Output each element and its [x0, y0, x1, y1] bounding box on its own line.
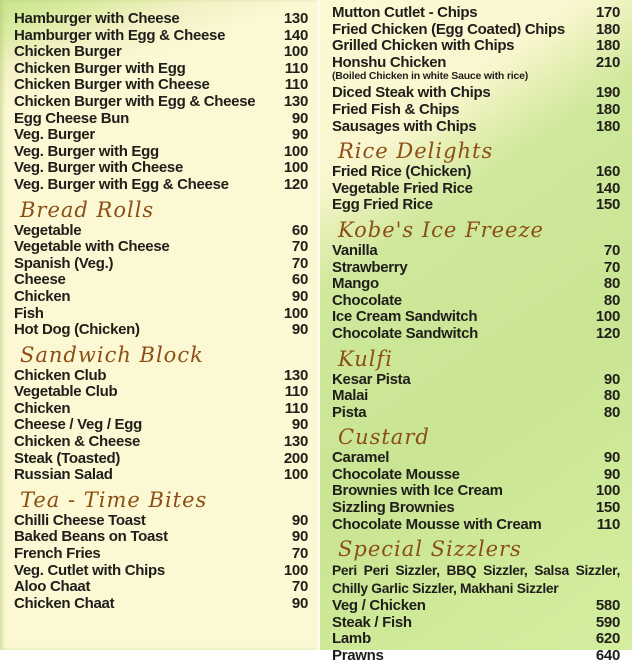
item-name: Egg Cheese Bun [14, 109, 129, 127]
item-price: 620 [595, 630, 620, 648]
item-price: 200 [283, 449, 308, 467]
item-name: Mutton Cutlet - Chips [332, 4, 478, 21]
menu-item-row [14, 11, 308, 28]
menu-item-row [332, 388, 620, 405]
menu-item-row [332, 467, 620, 484]
item-price: 90 [291, 528, 308, 546]
item-name: Veg. Burger [14, 126, 95, 144]
item-name: Diced Steak with Chips [332, 84, 491, 102]
menu-column-left [0, 0, 317, 650]
item-name: Vegetable Club [14, 383, 118, 401]
item-price: 80 [603, 387, 620, 405]
item-name: Veg. Burger with Egg & Cheese [14, 175, 229, 193]
item-name: Russian Salad [14, 466, 113, 484]
menu-item-row [332, 181, 620, 198]
menu-item-row [14, 144, 308, 161]
menu-item-row [332, 102, 620, 119]
item-price: 120 [283, 175, 308, 193]
menu-item-row [14, 384, 308, 401]
item-price: 90 [291, 511, 308, 529]
menu-item-row [14, 467, 308, 484]
item-name: Fried Rice (Chicken) [332, 163, 472, 181]
sizzler-description-line: Peri Peri Sizzler, BBQ Sizzler, Salsa Sizzler, [332, 563, 620, 579]
menu-item-row [332, 22, 620, 39]
menu-item-row [332, 615, 620, 632]
item-price: 60 [291, 221, 308, 239]
section-heading: Sandwich Block [20, 342, 204, 367]
item-name: Vegetable [14, 221, 82, 239]
item-price: 130 [283, 92, 308, 110]
item-name: Hamburger with Egg & Cheese [14, 26, 226, 44]
item-price: 70 [291, 254, 308, 272]
item-price: 70 [291, 545, 308, 563]
item-name: Chicken [14, 399, 71, 417]
item-price: 100 [283, 466, 308, 484]
menu-item-row [332, 276, 620, 293]
item-name: Sausages with Chips [332, 117, 477, 135]
menu-item-row [332, 119, 620, 136]
section-heading: Tea - Time Bites [20, 487, 208, 512]
item-name: Kesar Pista [332, 370, 411, 388]
item-name: Steak / Fish [332, 613, 412, 631]
item-price: 160 [595, 163, 620, 181]
item-price: 580 [595, 597, 620, 615]
item-price: 180 [595, 37, 620, 55]
menu-item-row [14, 61, 308, 78]
menu-item-row [14, 434, 308, 451]
section-heading: Rice Delights [338, 139, 494, 164]
item-name: Cheese / Veg / Egg [14, 416, 142, 434]
item-name: Vanilla [332, 241, 378, 259]
item-price: 150 [595, 196, 620, 214]
item-price: 110 [284, 383, 308, 401]
item-price: 130 [283, 366, 308, 384]
menu-item-row [332, 517, 620, 534]
menu-item-row [14, 127, 308, 144]
item-name: Strawberry [332, 258, 408, 276]
menu-item-row [332, 243, 620, 260]
item-name: Baked Beans on Toast [14, 528, 168, 546]
item-name: Prawns [332, 647, 384, 665]
menu-item-row [332, 260, 620, 277]
item-price: 180 [595, 117, 620, 135]
item-name: Chicken Burger with Egg & Cheese [14, 92, 256, 110]
item-price: 180 [595, 20, 620, 38]
menu-item-row [332, 5, 620, 22]
menu-item-row [332, 598, 620, 615]
item-price: 100 [283, 142, 308, 160]
item-name: French Fries [14, 545, 101, 563]
item-name: Lamb [332, 630, 371, 648]
item-price: 80 [603, 275, 620, 293]
menu-item-row [14, 77, 308, 94]
section-heading: Kulfi [338, 346, 393, 371]
item-price: 100 [595, 308, 620, 326]
menu-item-row [332, 631, 620, 648]
item-name: Malai [332, 387, 369, 405]
item-name: Veg / Chicken [332, 597, 426, 615]
item-price: 170 [595, 4, 620, 21]
menu-item-row [332, 483, 620, 500]
item-name: Hot Dog (Chicken) [14, 321, 140, 339]
item-price: 100 [595, 482, 620, 500]
item-name: Vegetable with Cheese [14, 238, 170, 256]
item-name: Veg. Burger with Cheese [14, 159, 183, 177]
item-price: 90 [291, 109, 308, 127]
item-price: 100 [283, 304, 308, 322]
menu-item-row [332, 164, 620, 181]
menu-item-row [14, 306, 308, 323]
menu-item-row [14, 563, 308, 580]
item-name: Pista [332, 403, 367, 421]
item-name: Steak (Toasted) [14, 449, 121, 467]
menu-item-row [332, 405, 620, 422]
item-name: Vegetable Fried Rice [332, 179, 473, 197]
item-price: 80 [603, 403, 620, 421]
item-name: Chicken Burger with Cheese [14, 76, 210, 94]
menu-column-right [317, 0, 632, 665]
item-name: Chocolate Mousse [332, 465, 460, 483]
item-price: 80 [603, 291, 620, 309]
menu-item-row [332, 326, 620, 343]
item-name: Egg Fried Rice [332, 196, 433, 214]
menu-item-row [14, 322, 308, 339]
item-price: 90 [603, 370, 620, 388]
menu-item-row [14, 546, 308, 563]
sizzler-description-line: Chilly Garlic Sizzler, Makhani Sizzler [332, 581, 559, 597]
item-name: Fried Chicken (Egg Coated) Chips [332, 20, 565, 38]
item-name: Spanish (Veg.) [14, 254, 114, 272]
item-price: 90 [291, 594, 308, 612]
item-price: 100 [283, 561, 308, 579]
menu-item-row [332, 309, 620, 326]
section-heading: Special Sizzlers [338, 537, 522, 562]
item-price: 130 [283, 433, 308, 451]
item-name: Chocolate [332, 291, 402, 309]
menu-item-row [14, 529, 308, 546]
item-name: Caramel [332, 449, 390, 467]
item-price: 140 [595, 179, 620, 197]
item-price: 110 [596, 515, 620, 533]
item-price: 70 [291, 238, 308, 256]
menu-item-row [14, 28, 308, 45]
menu-item-row [332, 85, 620, 102]
item-price: 90 [291, 287, 308, 305]
menu-item-row [14, 401, 308, 418]
menu-item-row [14, 256, 308, 273]
section-heading: Kobe's Ice Freeze [338, 217, 544, 242]
item-name: Hamburger with Cheese [14, 10, 180, 27]
item-price: 90 [291, 126, 308, 144]
item-name: Chicken Chaat [14, 594, 115, 612]
menu-item-row [332, 450, 620, 467]
item-price: 140 [283, 26, 308, 44]
menu-item-row [14, 417, 308, 434]
menu-item-row [14, 596, 308, 613]
menu-item-row [14, 44, 308, 61]
item-name: Brownies with Ice Cream [332, 482, 503, 500]
menu-item-row [14, 177, 308, 194]
item-name: Chicken [14, 287, 71, 305]
menu-item-row [14, 160, 308, 177]
item-price: 100 [283, 43, 308, 61]
item-price: 130 [283, 10, 308, 27]
item-price: 100 [283, 159, 308, 177]
item-name: Honshu Chicken [332, 53, 447, 71]
menu-item-row [14, 368, 308, 385]
item-note: (Boiled Chicken in white Sauce with rice) [332, 70, 529, 83]
menu-item-row [14, 94, 308, 111]
item-name: Veg. Burger with Egg [14, 142, 159, 160]
item-price: 110 [284, 59, 308, 77]
item-name: Sizzling Brownies [332, 499, 455, 517]
menu-item-row [14, 239, 308, 256]
item-price: 110 [284, 399, 308, 417]
item-price: 590 [595, 613, 620, 631]
item-name: Grilled Chicken with Chips [332, 37, 515, 55]
menu-item-row [332, 38, 620, 55]
item-name: Aloo Chaat [14, 578, 91, 596]
item-name: Veg. Cutlet with Chips [14, 561, 165, 579]
item-price: 110 [284, 76, 308, 94]
item-name: Mango [332, 275, 379, 293]
menu-item-row [14, 451, 308, 468]
menu-item-row [332, 197, 620, 214]
item-name: Cheese [14, 271, 66, 289]
item-name: Fish [14, 304, 44, 322]
item-price: 90 [603, 449, 620, 467]
menu-item-row [332, 648, 620, 665]
item-price: 70 [603, 258, 620, 276]
item-name: Chilli Cheese Toast [14, 511, 146, 529]
menu-item-row [14, 272, 308, 289]
item-name: Chicken & Cheese [14, 433, 141, 451]
item-price: 90 [291, 416, 308, 434]
menu-item-row [14, 513, 308, 530]
item-price: 640 [595, 647, 620, 665]
menu-item-row [14, 289, 308, 306]
item-price: 210 [595, 53, 620, 71]
menu-item-row [332, 500, 620, 517]
item-name: Chocolate Sandwitch [332, 324, 478, 342]
item-price: 90 [603, 465, 620, 483]
item-name: Chicken Burger with Egg [14, 59, 186, 77]
item-price: 70 [603, 241, 620, 259]
item-name: Chicken Club [14, 366, 107, 384]
item-name: Fried Fish & Chips [332, 100, 460, 118]
item-price: 90 [291, 321, 308, 339]
item-price: 190 [595, 84, 620, 102]
menu-item-row [14, 223, 308, 240]
item-price: 150 [595, 499, 620, 517]
menu-item-row [332, 293, 620, 310]
section-heading: Bread Rolls [20, 197, 155, 222]
item-name: Chicken Burger [14, 43, 122, 61]
item-price: 70 [291, 578, 308, 596]
section-heading: Custard [338, 425, 430, 450]
item-price: 120 [595, 324, 620, 342]
menu-item-row [332, 372, 620, 389]
item-name: Chocolate Mousse with Cream [332, 515, 542, 533]
item-price: 60 [291, 271, 308, 289]
menu-item-row [332, 55, 620, 72]
item-price: 180 [595, 100, 620, 118]
item-name: Ice Cream Sandwitch [332, 308, 478, 326]
menu-item-row [14, 579, 308, 596]
menu-item-row [14, 111, 308, 128]
